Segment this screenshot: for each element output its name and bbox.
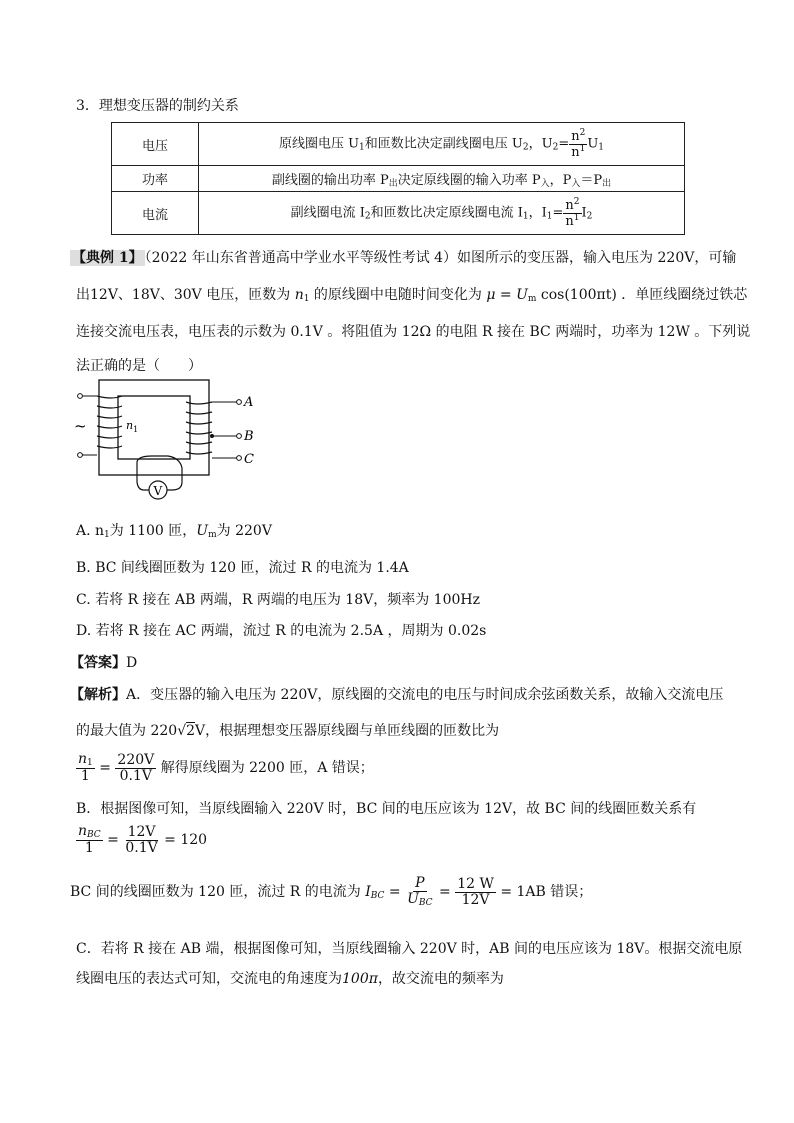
example-line-3: 连接交流电压表，电压表的示数为 0.1V 。将阻值为 12Ω 的电阻 R 接在 BC 两端时，功率为 12W 。下列说 bbox=[76, 324, 751, 340]
row-content: 副线圈电流 $I_2$和匝数比决定原线圈电流 $I_1$，$I_1=$ $\frac{n^2}{n^1}$ $I_2$ bbox=[199, 192, 685, 235]
analysis-line-3: $\frac{n_1}{1}$ = $\frac{220V}{0.1V}$ 解得原线圈为 2200 匝，A 错误； bbox=[78, 751, 374, 785]
analysis-line-2: 的最大值为 220√2V，根据理想变压器原线圈与单匝线圈的匝数比为 bbox=[76, 723, 500, 739]
section-heading: 3．理想变压器的制约关系 bbox=[76, 98, 239, 114]
row-label: 电流 bbox=[112, 192, 199, 235]
option-b: B. BC 间线圈匝数为 120 匝，流过 R 的电流为 1.4A bbox=[76, 560, 409, 576]
transformer-diagram bbox=[72, 378, 272, 506]
table-row bbox=[112, 123, 685, 166]
terminal-a-label: A bbox=[244, 395, 254, 410]
terminal-c-label: C bbox=[244, 452, 254, 467]
voltmeter-label: V bbox=[153, 484, 163, 498]
constraint-table bbox=[111, 122, 685, 235]
option-a: A. $n_1$为 1100 匝，$U_m$为 220V bbox=[76, 523, 272, 540]
option-d: D. 若将 R 接在 AC 两端，流过 R 的电流为 2.5A ，周期为 0.02s bbox=[76, 623, 487, 639]
example-line-1: 【典例 1】 （2022 年山东省普通高中学业水平等级性考试 4）如图所示的变压器，输入电压为 220V，可输 bbox=[72, 250, 737, 266]
answer-tag: 【答案】 bbox=[70, 655, 126, 671]
n1-label: $n_1$ bbox=[126, 419, 139, 434]
row-content: 原线圈电压 $U_1$和匝数比决定副线圈电压 $U_2$，$U_2=$ $\frac{n^2}{n^1}$ $U_1$ bbox=[199, 123, 685, 166]
example-line-2: 出12V、18V、30V 电压，匝数为 $n_1$ 的原线圈中电随时间变化为 $\mu = U_m$ cos(100πt) ．单匝线圈绕过铁芯 bbox=[76, 287, 748, 304]
example-tag: 【典例 1】 bbox=[72, 250, 143, 266]
analysis-line-7: C．若将 R 接在 AB 端，根据图像可知，当原线圈输入 220V 时，AB 间的电压应该为 18V。根据交流电原 bbox=[76, 941, 743, 957]
source-symbol: ~ bbox=[74, 417, 87, 435]
analysis-line-5: $\frac{n_{BC}}{1}$ = $\frac{12V}{0.1V}$ = 120 bbox=[78, 823, 208, 857]
analysis-tag: 【解析】 bbox=[70, 687, 126, 703]
analysis-line-4: B．根据图像可知，当原线圈输入 220V 时，BC 间的电压应该为 12V，故 BC 间的线圈匝数关系有 bbox=[76, 801, 697, 817]
analysis-line-8: 线圈电压的表达式可知，交流电的角速度为100π，故交流电的频率为 bbox=[76, 971, 504, 987]
terminal-b-label: B bbox=[244, 429, 254, 444]
example-line-4: 法正确的是（ ） bbox=[76, 358, 202, 374]
row-label: 功率 bbox=[112, 166, 199, 192]
table-row bbox=[112, 166, 685, 192]
analysis-line-6: BC 间的线圈匝数为 120 匝，流过 R 的电流为 $I_{BC}$ = $\frac{P}{U_{BC}}$ = $\frac{12 W}{12V}$ = 1AB 错误； bbox=[70, 875, 593, 908]
option-c: C. 若将 R 接在 AB 两端，R 两端的电压为 18V，频率为 100Hz bbox=[76, 592, 480, 608]
answer-value: D bbox=[126, 655, 138, 671]
table-row bbox=[112, 192, 685, 235]
row-label: 电压 bbox=[112, 123, 199, 166]
answer-line bbox=[70, 652, 137, 672]
analysis-line-1: 【解析】A．变压器的输入电压为 220V，原线圈的交流电的电压与时间成余弦函数关系，故输入交流电压 bbox=[70, 687, 724, 703]
row-content: 副线圈的输出功率 $P_出$决定原线圈的输入功率 $P_入$，$P_入=P_出$ bbox=[199, 166, 685, 192]
